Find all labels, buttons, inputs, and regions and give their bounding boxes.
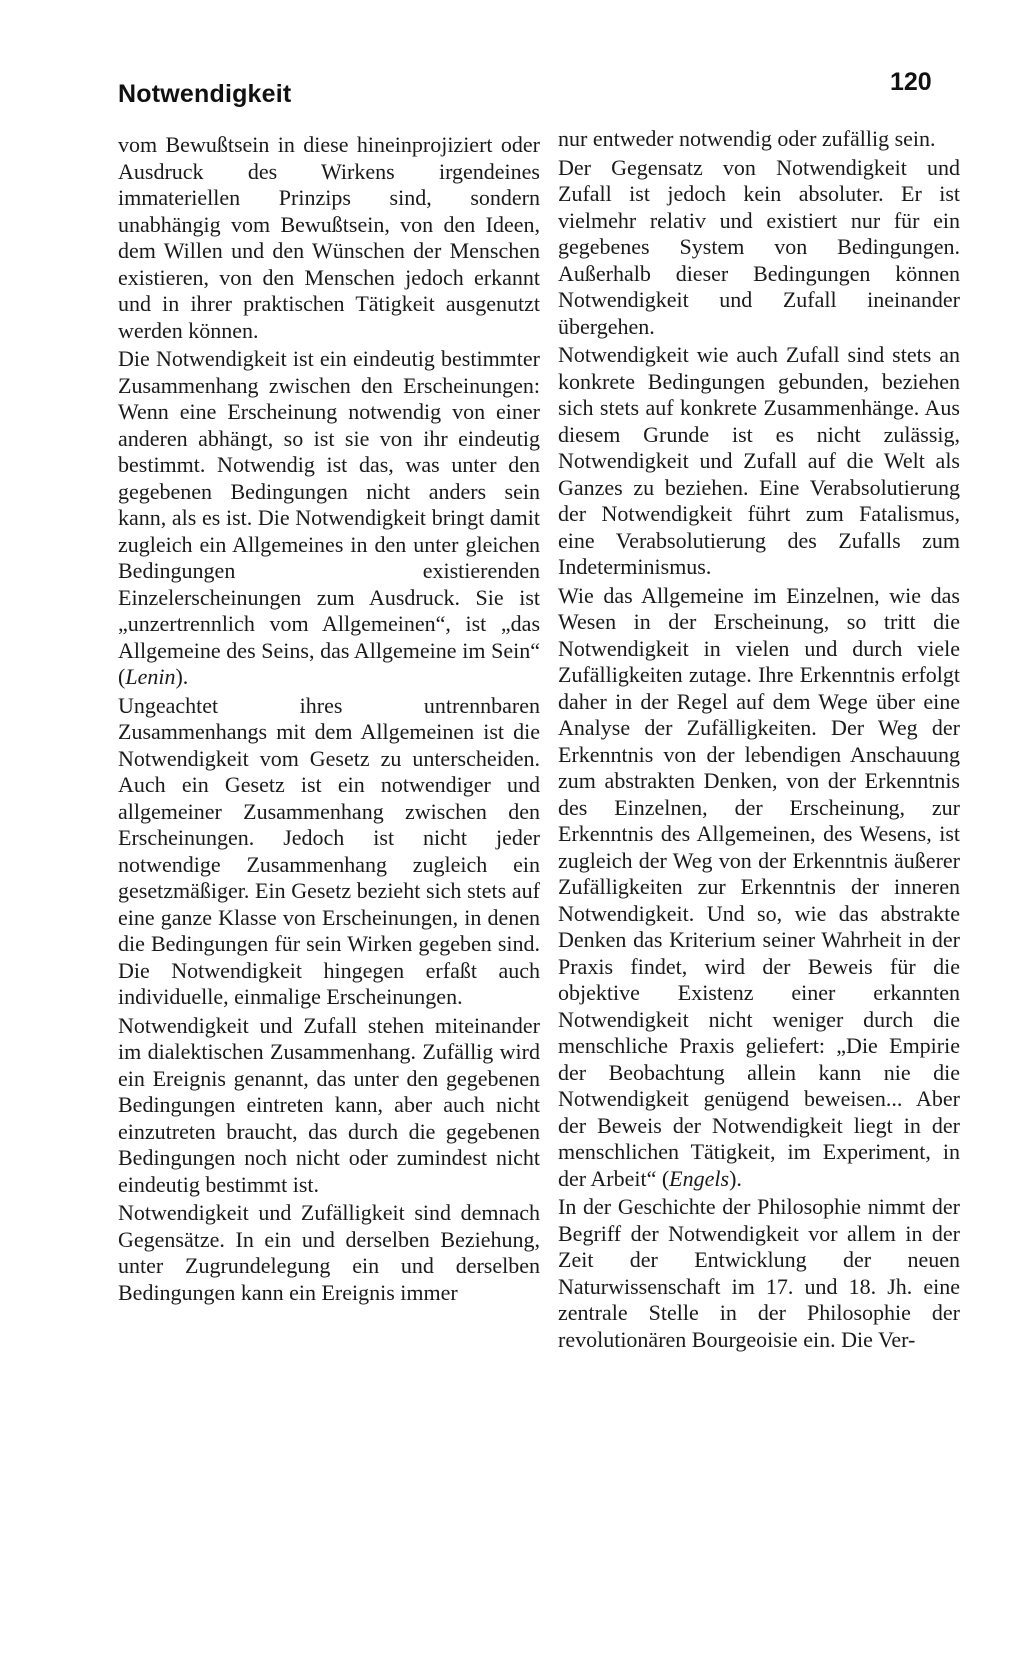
paragraph: Ungeachtet ihres untrennbaren Zusammenhangs mit dem Allgemeinen ist die Notwendigkeit vom Gesetz zu unterscheiden. Auch ein Gesetz ist ein notwendiger und allgemeiner Zusammenhang zwischen den Erscheinungen. Jedoch ist nicht jeder notwendige Zusammenhang zugleich ein gesetzmäßiger. Ein Gesetz bezieht sich stets auf eine ganze Klasse von Erscheinungen, in denen die Bedingungen für sein Wirken gegeben sind. Die Notwendigkeit hingegen erfaßt auch individuelle, einmalige Erscheinungen. [118,692,540,1009]
paragraph: Notwendigkeit und Zufall stehen miteinander im dialektischen Zusammenhang. Zufällig wird ein Ereignis genannt, das unter den gegebenen Bedingungen eintreten kann, aber auch nicht einzutreten braucht, das durch die gegebenen Bedingungen noch nicht oder zumindest nicht eindeutig bestimmt ist. [118,1012,540,1197]
paragraph: Der Gegensatz von Notwendigkeit und Zufall ist jedoch kein absoluter. Er ist vielmehr relativ und existiert nur für ein gegebenes System von Bedingungen. Außerhalb dieser Bedingungen können Notwendigkeit und Zufall ineinander übergehen. [558,154,960,339]
paragraph-text: Wie das Allgemeine im Einzelnen, wie das Wesen in der Erscheinung, so tritt die Notwendigkeit in vielen und durch viele Zufälligkeiten zutage. Ihre Erkenntnis erfolgt daher in der Regel auf dem Wege über eine Analyse der Zufälligkeiten. Der Weg der Erkenntnis von der lebendigen Anschauung zum abstrakten Denken, von der Erkenntnis des Einzelnen, der Erscheinung, zur Erkenntnis des Allgemeinen, des Wesens, ist zugleich der Weg von der Erkenntnis äußerer Zufälligkeiten zur Erkenntnis der inneren Notwendigkeit. Und so, wie das abstrakte Denken das Kriterium seiner Wahrheit in der Praxis findet, wird der Beweis für die objektive Existenz einer erkannten Notwendigkeit nicht weniger durch die menschliche Praxis geliefert: „Die Empirie der Beobachtung allein kann nie die Notwendigkeit genügend beweisen... Aber der Beweis der Notwendigkeit liegt in der menschlichen Tätigkeit, im Experiment, in der Arbeit“ ( [558,582,960,1191]
left-text-column [118,132,540,1306]
citation-author: Lenin [125,664,176,689]
paragraph [558,583,960,1193]
paragraph-text: ). [175,664,189,689]
entry-heading: Notwendigkeit [118,80,292,108]
paragraph-text: Die Notwendigkeit ist ein eindeutig bestimmter Zusammenhang zwischen den Erscheinungen: Wenn eine Erscheinung notwendig von einer anderen abhängt, so ist sie von ihr eindeutig bestimmt. Notwendig ist das, was unter den gegebenen Bedingungen nicht anders sein kann, als es ist. Die Notwendigkeit bringt damit zugleich ein Allgemeines in den unter gleichen Bedingungen existierenden Einzelerscheinungen zum Ausdruck. Sie ist „unzertrennlich vom Allgemeinen“, ist „das Allgemeine des Seins, das Allgemeine im Sein“ ( [118,346,540,689]
paragraph-text: ). [729,1165,742,1191]
right-text-column [558,126,960,1353]
paragraph: In der Geschichte der Philosophie nimmt der Begriff der Notwendigkeit vor allem in der Zeit der Entwicklung der neuen Naturwissenschaft im 17. und 18. Jh. eine zentrale Stelle in der Philosophie der revolutionären Bourgeoisie ein. Die Ver- [558,1194,960,1352]
paragraph: Notwendigkeit wie auch Zufall sind stets an konkrete Bedingungen gebunden, beziehen sich stets auf konkrete Zusammenhänge. Aus diesem Grunde ist es nicht zulässig, Notwendigkeit und Zufall auf die Welt als Ganzes zu beziehen. Eine Verabsolutierung der Notwendigkeit führt zum Fatalismus, eine Verabsolutierung des Zufalls zum Indeterminismus. [558,342,960,579]
paragraph [118,346,540,691]
paragraph: nur entweder notwendig oder zufällig sein. [558,126,936,151]
citation-author: Engels [669,1165,730,1191]
page-number: 120 [890,68,932,96]
paragraph: Notwendigkeit und Zufälligkeit sind demnach Gegensätze. In ein und derselben Beziehung, unter Zugrundelegung ein und derselben Bedingungen kann ein Ereignis immer [118,1200,540,1305]
paragraph: vom Bewußtsein in diese hineinprojiziert oder Ausdruck des Wirkens irgendeines immateriellen Prinzips sind, sondern unabhängig vom Bewußtsein, von den Ideen, dem Willen und den Wünschen der Menschen existieren, von den Menschen jedoch erkannt und in ihrer praktischen Tätigkeit ausgenutzt werden können. [118,132,540,343]
